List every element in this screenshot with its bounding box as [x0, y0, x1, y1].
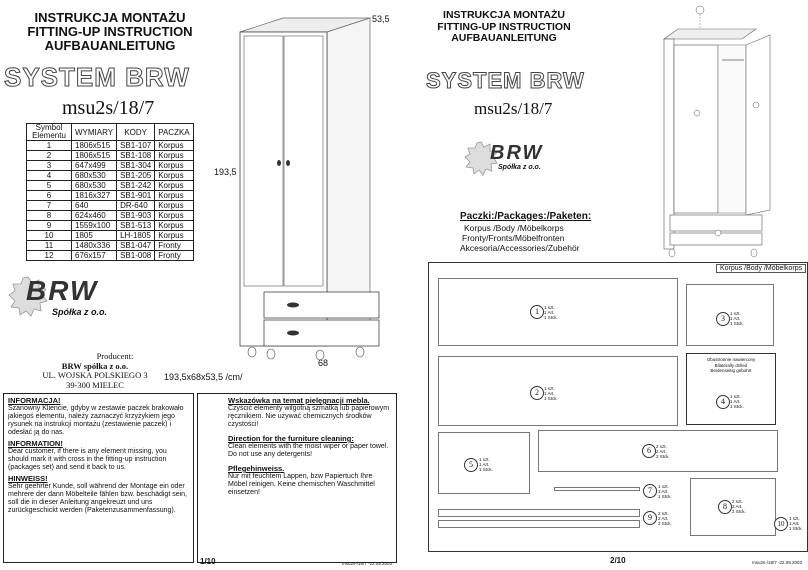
qty-line: 2 Stck.	[658, 521, 672, 526]
packages-list	[460, 211, 591, 253]
cell-dimensions: 1480x336	[72, 241, 117, 251]
qty-line: 1 Art.	[658, 489, 669, 494]
cell-dimensions: 1816x327	[72, 191, 117, 201]
care-en-text: Clean elements with the moist wiper or paper towel. Do not use any detergents!	[228, 443, 389, 458]
part-qty-10	[789, 516, 803, 531]
cell-symbol: 10	[27, 231, 72, 241]
cell-symbol: 6	[27, 191, 72, 201]
cell-package: Korpus	[155, 201, 193, 211]
qty-line: 1 Art.	[479, 462, 490, 467]
parts-table-row	[27, 171, 194, 181]
header-package: PACZKA	[155, 124, 193, 141]
title-line-2: FITTING-UP INSTRUCTION	[437, 20, 571, 33]
qty-line: 2 Stck.	[656, 454, 670, 459]
model-name: msu2s/18/7	[62, 97, 155, 119]
qty-line: 1 Art.	[789, 521, 800, 526]
cell-dimensions: 680x530	[72, 181, 117, 191]
part-qty-9	[658, 511, 672, 526]
qty-line: 1 szt.	[658, 484, 669, 489]
title-line-3: AUFBAUANLEITUNG	[44, 38, 176, 53]
part-number-5: 5	[464, 458, 478, 472]
info-pl-text: Szanowny Kliencie, gdyby w zestawie paczek brakowało jakiegoś elementu, należy zaznaczyć krzyżykiem jego rysunek na instrukcji montażu (zestawienie paczek) i odesłać ją do nas.	[8, 405, 184, 436]
producer-address-1: UL. WOJSKA POLSKIEGO 3	[42, 370, 148, 380]
page-number-2: 2/10	[610, 556, 626, 565]
cell-dimensions: 647x499	[72, 161, 117, 171]
parts-table-row	[27, 161, 194, 171]
cell-code: SB1-903	[117, 211, 155, 221]
package-fronts: Fronty/Fronts/Möbelfronten	[462, 233, 565, 243]
page-number-1: 1/10	[200, 557, 216, 566]
header-codes: KODY	[117, 124, 155, 141]
producer-name: BRW spółka z o.o.	[61, 360, 129, 371]
producer-label: Producent:	[96, 351, 134, 361]
brw-letters: BRW	[26, 275, 99, 306]
cell-code: SB1-108	[117, 151, 155, 161]
cell-code: SB1-513	[117, 221, 155, 231]
part-number-7: 7	[643, 484, 657, 498]
parts-table-row	[27, 141, 194, 151]
page2-title	[424, 10, 584, 45]
cell-symbol: 9	[27, 221, 72, 231]
packages-heading: Paczki:/Packages:/Paketen:	[460, 211, 592, 222]
info-pl-heading: INFORMACJA!	[8, 396, 61, 405]
part-number-9: 9	[643, 511, 657, 525]
qty-line: 1 szt.	[730, 311, 741, 316]
parts-table-row	[27, 221, 194, 231]
qty-line: 2 Art.	[732, 504, 743, 509]
title-line-3: AUFBAUANLEITUNG	[451, 32, 557, 44]
qty-line: 1 Stck.	[658, 494, 672, 499]
qty-line: 2 szt.	[658, 511, 669, 516]
drill-note-de: Beidenseitig gebohrt	[710, 368, 752, 373]
qty-line: 1 szt.	[544, 386, 555, 391]
cell-symbol: 1	[27, 141, 72, 151]
part-qty-1	[544, 305, 558, 320]
cell-package: Korpus	[155, 151, 193, 161]
cell-code: SB1-205	[117, 171, 155, 181]
header-dimensions: WYMIARY	[72, 124, 117, 141]
parts-table-row	[27, 231, 194, 241]
cell-symbol: 7	[27, 201, 72, 211]
qty-line: 1 szt.	[789, 516, 800, 521]
cell-symbol: 2	[27, 151, 72, 161]
system-brw-heading: SYSTEM BRW	[4, 62, 190, 92]
part-number-3: 3	[716, 312, 730, 326]
part-number-1: 1	[530, 305, 544, 319]
wardrobe-drawing	[200, 10, 400, 370]
cell-symbol: 5	[27, 181, 72, 191]
qty-line: 1 Stck.	[479, 467, 493, 472]
parts-table-row	[27, 251, 194, 261]
title-line-1: INSTRUKCJA MONTAŻU	[443, 9, 565, 21]
info-de-heading: HINWEISS!	[8, 474, 48, 483]
qty-line: 1 Stck.	[544, 315, 558, 320]
cell-package: Korpus	[155, 171, 193, 181]
cell-symbol: 3	[27, 161, 72, 171]
part-qty-8	[732, 499, 746, 514]
cell-package: Korpus	[155, 191, 193, 201]
cell-code: SB1-901	[117, 191, 155, 201]
cell-code: SB1-008	[117, 251, 155, 261]
cell-symbol: 12	[27, 251, 72, 261]
qty-line: 1 Art.	[544, 391, 555, 396]
drill-note-en: Bilaterally drilled	[714, 362, 748, 368]
care-de-text: Nur mit feuchtem Lappen, bzw Papiertuch Ihre Möbel reinigen. Keine chemischen Waschmittel einsetzen!	[228, 473, 375, 496]
qty-line: 2 szt.	[732, 499, 743, 504]
brw-subtitle: Spółka z o.o.	[498, 164, 541, 171]
page-2	[404, 0, 808, 570]
panel-7-rod	[554, 487, 640, 491]
qty-line: 1 Stck.	[544, 396, 558, 401]
cell-package: Korpus	[155, 231, 193, 241]
parts-table-row	[27, 151, 194, 161]
cell-dimensions: 624x460	[72, 211, 117, 221]
parts-table-row	[27, 191, 194, 201]
info-box-left	[3, 393, 194, 563]
cell-dimensions: 1559x100	[72, 221, 117, 231]
cell-package: Korpus	[155, 181, 193, 191]
header-symbol: Symbol Elementu	[27, 124, 72, 141]
brw-letters: BRW	[490, 142, 544, 164]
cell-package: Fronty	[155, 241, 193, 251]
title-line-1: INSTRUKCJA MONTAŻU	[34, 10, 186, 25]
care-pl-heading: Wskazówka na temat pielęgnacji mebla.	[228, 396, 370, 405]
producer-address-2: 39-300 MIELEC	[66, 379, 124, 390]
brw-subtitle: Spółka z o.o.	[52, 307, 108, 317]
part-qty-4	[730, 394, 744, 409]
cell-code: SB1-047	[117, 241, 155, 251]
part-number-2: 2	[530, 386, 544, 400]
info-box-right	[197, 393, 397, 563]
wardrobe-exploded-drawing	[644, 5, 808, 260]
cell-dimensions: 1806x515	[72, 141, 117, 151]
qty-line: 2 Art.	[658, 516, 669, 521]
parts-table-row	[27, 181, 194, 191]
part-number-4: 4	[716, 395, 730, 409]
cell-dimensions: 640	[72, 201, 117, 211]
parts-table	[26, 123, 194, 261]
cell-dimensions: 1805	[72, 231, 117, 241]
dim-bottom: 68	[318, 358, 329, 368]
info-en-heading: INFORMATION!	[8, 439, 63, 448]
drill-note	[692, 357, 770, 374]
corpus-label: Korpus /Body /Möbelkorps	[716, 264, 806, 273]
panel-1	[438, 278, 678, 346]
page1-title	[10, 11, 210, 53]
qty-line: 1 Stck.	[730, 404, 744, 409]
part-number-6: 6	[642, 444, 656, 458]
title-line-2: FITTING-UP INSTRUCTION	[27, 24, 193, 39]
info-de-text: Sehr geehrter Kunde, soll während der Montage ein oder mehrere der dann Möbelteile fählen bzw. beschädigt sein, soll die in dieser Anleitung angekreuzt und uns zurückgeschickt werden (Paketenzusammenfassung).	[8, 483, 187, 514]
drill-note-pl: Obustronnie nawiercony	[706, 357, 756, 362]
doc-code-1: msu2s-/18/7 -22.09.2003	[342, 561, 393, 566]
cell-package: Korpus	[155, 161, 193, 171]
system-brw-heading: SYSTEM BRW	[426, 68, 585, 93]
qty-line: 2 szt.	[656, 444, 667, 449]
cell-package: Fronty	[155, 251, 193, 261]
care-pl-text: Czyścić elementy wilgotną szmatką lub papierowym ręcznikiem. Nie używać chemicznych środków czystości!	[228, 405, 390, 428]
part-number-10: 10	[774, 517, 788, 531]
dim-overall: 193,5x68x53,5 /cm/	[164, 372, 243, 382]
producer-block	[20, 352, 170, 390]
qty-line: 2 Stck.	[732, 509, 746, 514]
qty-line: 1 Art.	[544, 310, 555, 315]
cell-dimensions: 1806x515	[72, 151, 117, 161]
cell-code: LH-1805	[117, 231, 155, 241]
cell-package: Korpus	[155, 211, 193, 221]
parts-table-row	[27, 201, 194, 211]
cell-package: Korpus	[155, 221, 193, 231]
package-accessories: Akcesoria/Accessories/Zubehör	[460, 243, 580, 253]
panel-9b	[438, 520, 640, 528]
care-de-heading: Pflegehinweiss.	[228, 464, 285, 473]
part-qty-7	[658, 484, 672, 499]
qty-line: 1 szt.	[479, 457, 490, 462]
parts-table-header	[27, 124, 194, 141]
info-en-text: Dear customer, if there is any element missing, you should mark it with cross in the fitting-up instruction (packages set) and send it back to us.	[8, 448, 167, 471]
qty-line: 1 Art.	[730, 399, 741, 404]
panel-2	[438, 356, 678, 426]
part-qty-6	[656, 444, 670, 459]
panel-9a	[438, 509, 640, 517]
cell-code: SB1-304	[117, 161, 155, 171]
cell-dimensions: 676x157	[72, 251, 117, 261]
qty-line: 1 Stck.	[789, 526, 803, 531]
cell-package: Korpus	[155, 141, 193, 151]
qty-line: 1 Stck.	[730, 321, 744, 326]
cell-symbol: 8	[27, 211, 72, 221]
qty-line: 2 Art.	[656, 449, 667, 454]
parts-table-row	[27, 241, 194, 251]
cell-symbol: 11	[27, 241, 72, 251]
parts-table-row	[27, 211, 194, 221]
cell-symbol: 4	[27, 171, 72, 181]
doc-code-2: msu2s-/18/7 -22.09.2003	[752, 560, 803, 565]
cell-code: DR-640	[117, 201, 155, 211]
qty-line: 1 szt.	[544, 305, 555, 310]
part-number-8: 8	[718, 500, 732, 514]
part-qty-2	[544, 386, 558, 401]
brw-logo	[8, 275, 148, 325]
dim-side: 193,5	[214, 167, 237, 177]
cell-dimensions: 680x530	[72, 171, 117, 181]
qty-line: 1 Art.	[730, 316, 741, 321]
package-corpus: Korpus /Body /Möbelkorps	[464, 223, 564, 233]
dim-top: 53,5	[372, 14, 390, 24]
cell-code: SB1-107	[117, 141, 155, 151]
brw-logo	[464, 140, 574, 180]
qty-line: 1 szt.	[730, 394, 741, 399]
part-qty-5	[479, 457, 493, 472]
care-en-heading: Direction for the furniture cleaning:	[228, 434, 354, 443]
cell-code: SB1-242	[117, 181, 155, 191]
part-qty-3	[730, 311, 744, 326]
model-name: msu2s/18/7	[474, 99, 553, 118]
